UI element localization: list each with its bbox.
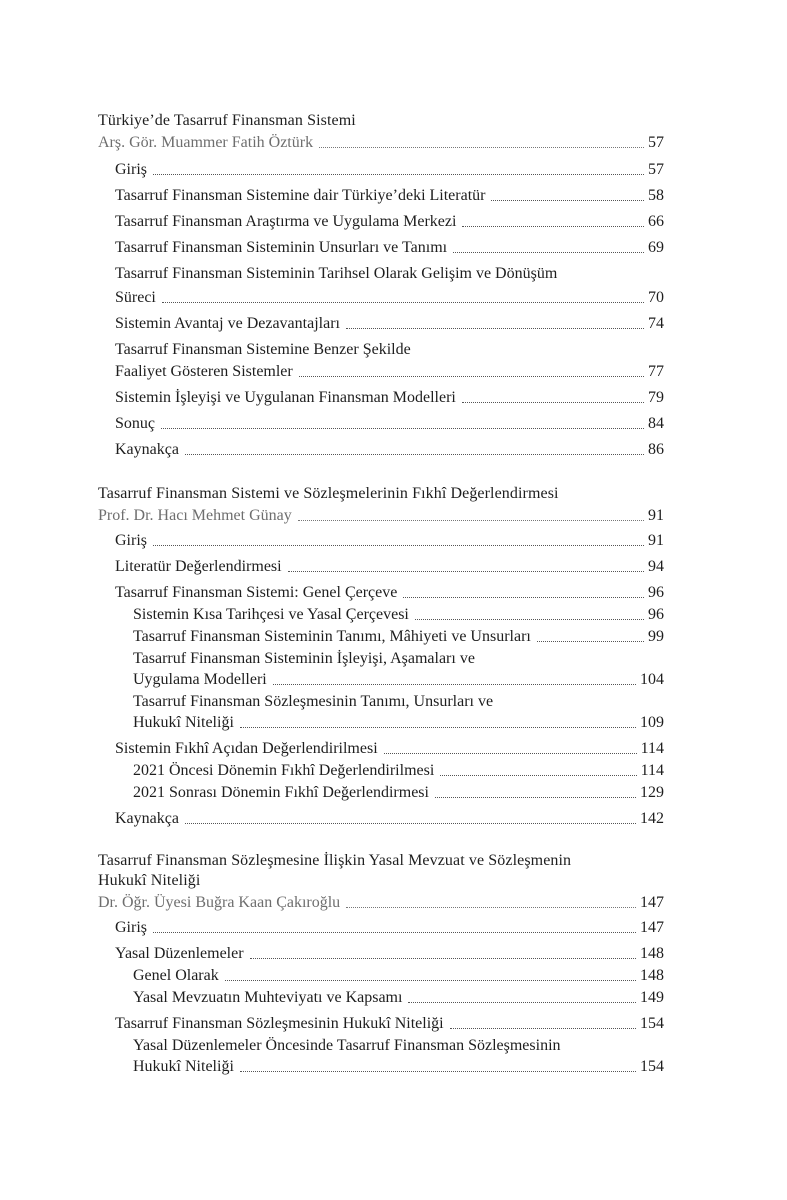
chapter-author: Arş. Gör. Muammer Fatih Öztürk bbox=[98, 134, 314, 151]
page-number: 70 bbox=[648, 289, 664, 306]
page-number: 79 bbox=[648, 389, 664, 406]
toc-entry[interactable] bbox=[115, 238, 664, 258]
chapter-title-line1: Tasarruf Finansman Sözleşmesine İlişkin Yasal Mevzuat ve Sözleşmenin bbox=[98, 852, 572, 869]
page-number: 154 bbox=[640, 1058, 664, 1075]
toc-entry[interactable] bbox=[115, 314, 664, 334]
entry-label: Sistemin Avantaj ve Dezavantajları bbox=[115, 315, 340, 332]
toc-entry[interactable] bbox=[115, 583, 664, 603]
entry-label-line1: Tasarruf Finansman Sisteminin Tarihsel Olarak Gelişim ve Dönüşüm bbox=[115, 265, 558, 282]
toc-entry-multiline[interactable] bbox=[115, 264, 664, 308]
dot-leader bbox=[440, 775, 636, 776]
entry-label: Süreci bbox=[115, 289, 156, 306]
entry-label: 2021 Öncesi Dönemin Fıkhî Değerlendirilmesi bbox=[133, 762, 435, 779]
page-number: 74 bbox=[648, 315, 664, 332]
page-number: 96 bbox=[648, 606, 664, 623]
chapter-2 bbox=[98, 484, 664, 526]
dot-leader bbox=[299, 376, 644, 377]
toc-entry[interactable] bbox=[115, 160, 664, 180]
entry-label: 2021 Sonrası Dönemin Fıkhî Değerlendirmesi bbox=[133, 784, 429, 801]
dot-leader bbox=[384, 753, 637, 754]
page-number: 142 bbox=[640, 810, 664, 827]
dot-leader bbox=[415, 619, 644, 620]
dot-leader bbox=[346, 907, 636, 908]
toc-entry[interactable] bbox=[115, 388, 664, 408]
toc-subentry[interactable] bbox=[133, 966, 664, 986]
entry-label: Hukukî Niteliği bbox=[133, 714, 234, 731]
entry-label: Yasal Düzenlemeler bbox=[115, 945, 244, 962]
dot-leader bbox=[185, 454, 644, 455]
entry-label: Tasarruf Finansman Sistemi: Genel Çerçeve bbox=[115, 584, 398, 601]
toc-entry[interactable] bbox=[115, 186, 664, 206]
entry-label: Tasarruf Finansman Araştırma ve Uygulama Merkezi bbox=[115, 213, 457, 230]
page-number: 77 bbox=[648, 363, 664, 380]
toc-subentry[interactable] bbox=[133, 605, 664, 625]
entry-label: Sistemin Kısa Tarihçesi ve Yasal Çerçevesi bbox=[133, 606, 409, 623]
page-number: 148 bbox=[640, 945, 664, 962]
entry-label: Sistemin Fıkhî Açıdan Değerlendirilmesi bbox=[115, 740, 378, 757]
dot-leader bbox=[240, 1071, 636, 1072]
page-number: 148 bbox=[640, 967, 664, 984]
page-number: 91 bbox=[648, 532, 664, 549]
dot-leader bbox=[161, 428, 644, 429]
dot-leader bbox=[240, 727, 636, 728]
dot-leader bbox=[250, 958, 636, 959]
dot-leader bbox=[462, 402, 644, 403]
chapter-2-entries bbox=[98, 531, 664, 829]
entry-label: Tasarruf Finansman Sisteminin Unsurları ve Tanımı bbox=[115, 239, 448, 256]
dot-leader bbox=[162, 302, 644, 303]
chapter-author-row[interactable] bbox=[98, 891, 664, 913]
toc-subentry-multiline[interactable] bbox=[133, 692, 664, 733]
dot-leader bbox=[450, 1028, 636, 1029]
chapter-author-row[interactable] bbox=[98, 131, 664, 153]
chapter-1-entries bbox=[98, 160, 664, 460]
page-number: 86 bbox=[648, 441, 664, 458]
entry-label-line1: Tasarruf Finansman Sisteminin İşleyişi, Aşamaları ve bbox=[133, 650, 475, 667]
entry-label: Sistemin İşleyişi ve Uygulanan Finansman Modelleri bbox=[115, 389, 456, 406]
chapter-title: Tasarruf Finansman Sistemi ve Sözleşmelerinin Fıkhî Değerlendirmesi bbox=[98, 485, 559, 502]
page-number: 57 bbox=[648, 134, 664, 151]
page-number: 114 bbox=[640, 762, 664, 779]
entry-label: Kaynakça bbox=[115, 441, 179, 458]
toc-entry[interactable] bbox=[115, 440, 664, 460]
page-number: 84 bbox=[648, 415, 664, 432]
page-number: 91 bbox=[648, 507, 664, 524]
dot-leader bbox=[462, 226, 644, 227]
page-number: 147 bbox=[640, 919, 664, 936]
toc-subentry[interactable] bbox=[133, 627, 664, 647]
dot-leader bbox=[273, 684, 636, 685]
dot-leader bbox=[185, 823, 636, 824]
dot-leader bbox=[153, 174, 644, 175]
page-number: 57 bbox=[648, 161, 664, 178]
entry-label-line1: Tasarruf Finansman Sistemine Benzer Şekilde bbox=[115, 341, 411, 358]
dot-leader bbox=[408, 1002, 636, 1003]
chapter-author-row[interactable] bbox=[98, 504, 664, 526]
entry-label: Genel Olarak bbox=[133, 967, 219, 984]
dot-leader bbox=[403, 597, 644, 598]
dot-leader bbox=[346, 328, 644, 329]
toc-entry[interactable] bbox=[115, 557, 664, 577]
chapter-author: Prof. Dr. Hacı Mehmet Günay bbox=[98, 507, 292, 524]
page-number: 58 bbox=[648, 187, 664, 204]
entry-label: Tasarruf Finansman Sistemine dair Türkiye’deki Literatür bbox=[115, 187, 486, 204]
page-number: 69 bbox=[648, 239, 664, 256]
toc-subentry[interactable] bbox=[133, 988, 664, 1008]
chapter-title: Türkiye’de Tasarruf Finansman Sistemi bbox=[98, 112, 356, 129]
entry-label: Tasarruf Finansman Sözleşmesinin Hukukî Niteliği bbox=[115, 1015, 444, 1032]
toc-entry[interactable] bbox=[115, 1014, 664, 1034]
toc-subentry-multiline[interactable] bbox=[133, 649, 664, 690]
page-number: 129 bbox=[640, 784, 664, 801]
page-number: 114 bbox=[640, 740, 664, 757]
dot-leader bbox=[298, 520, 644, 521]
entry-label: Faaliyet Gösteren Sistemler bbox=[115, 363, 293, 380]
chapter-title-line2: Hukukî Niteliği bbox=[98, 872, 201, 889]
page-number: 94 bbox=[648, 558, 664, 575]
toc-subentry[interactable] bbox=[133, 783, 664, 803]
page-number: 149 bbox=[640, 989, 664, 1006]
page-number: 154 bbox=[640, 1015, 664, 1032]
toc-entry[interactable] bbox=[115, 944, 664, 964]
entry-label: Literatür Değerlendirmesi bbox=[115, 558, 282, 575]
entry-label: Giriş bbox=[115, 161, 147, 178]
entry-label: Hukukî Niteliği bbox=[133, 1058, 234, 1075]
entry-label: Sonuç bbox=[115, 415, 155, 432]
page-number: 109 bbox=[640, 714, 664, 731]
toc-entry[interactable] bbox=[115, 531, 664, 551]
toc-subentry-multiline[interactable] bbox=[133, 1036, 664, 1077]
toc-entry[interactable] bbox=[115, 414, 664, 434]
page-number: 147 bbox=[640, 894, 664, 911]
toc-entry[interactable] bbox=[115, 739, 664, 759]
page-number: 104 bbox=[640, 671, 664, 688]
entry-label: Giriş bbox=[115, 532, 147, 549]
entry-label: Kaynakça bbox=[115, 810, 179, 827]
dot-leader bbox=[319, 147, 644, 148]
entry-label: Giriş bbox=[115, 919, 147, 936]
chapter-3-entries bbox=[98, 918, 664, 1077]
page-number: 96 bbox=[648, 584, 664, 601]
chapter-author: Dr. Öğr. Üyesi Buğra Kaan Çakıroğlu bbox=[98, 894, 341, 911]
dot-leader bbox=[288, 571, 644, 572]
entry-label: Tasarruf Finansman Sisteminin Tanımı, Mâhiyeti ve Unsurları bbox=[133, 628, 531, 645]
toc-entry[interactable] bbox=[115, 918, 664, 938]
dot-leader bbox=[435, 797, 636, 798]
dot-leader bbox=[153, 932, 636, 933]
page-number: 99 bbox=[648, 628, 664, 645]
toc-entry-multiline[interactable] bbox=[115, 340, 664, 382]
dot-leader bbox=[537, 641, 644, 642]
toc-entry[interactable] bbox=[115, 212, 664, 232]
toc-subentry[interactable] bbox=[133, 761, 664, 781]
entry-label-line1: Yasal Düzenlemeler Öncesinde Tasarruf Finansman Sözleşmesinin bbox=[133, 1037, 561, 1054]
page-number: 66 bbox=[648, 213, 664, 230]
chapter-3 bbox=[98, 851, 664, 913]
dot-leader bbox=[225, 980, 636, 981]
entry-label-line1: Tasarruf Finansman Sözleşmesinin Tanımı, Unsurları ve bbox=[133, 693, 494, 710]
chapter-1 bbox=[98, 111, 664, 153]
dot-leader bbox=[453, 252, 644, 253]
entry-label: Yasal Mevzuatın Muhteviyatı ve Kapsamı bbox=[133, 989, 403, 1006]
dot-leader bbox=[153, 545, 644, 546]
dot-leader bbox=[491, 200, 644, 201]
entry-label: Uygulama Modelleri bbox=[133, 671, 267, 688]
toc-entry[interactable] bbox=[115, 809, 664, 829]
